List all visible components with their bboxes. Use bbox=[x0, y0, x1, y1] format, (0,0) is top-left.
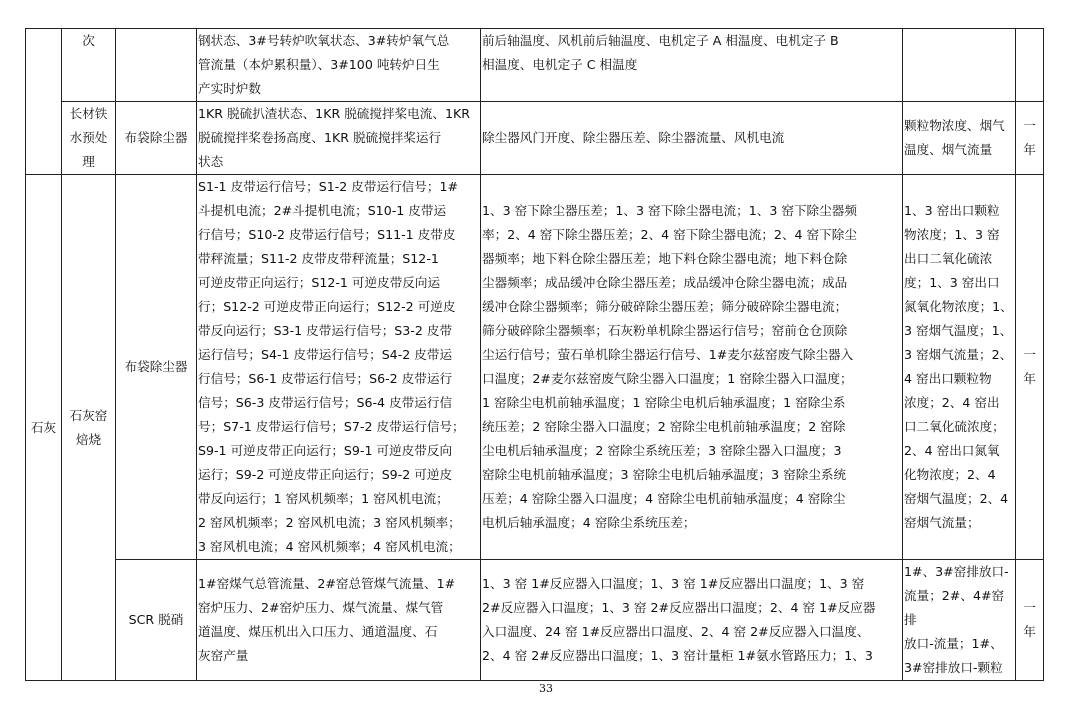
retention-cell: 一年 bbox=[1016, 560, 1044, 681]
retention-cell bbox=[1016, 29, 1044, 102]
table-row bbox=[26, 560, 1044, 681]
table-row bbox=[26, 29, 1044, 102]
signals-cell: S1-1 皮带运行信号；S1-2 皮带运行信号；1# 斗提机电流；2#斗提机电流；S10-1 皮带运 行信号；S10-2 皮带运行信号；S11-1 皮带皮 带秤流量；S11-2 皮带皮带秤流量；S12-1 可逆皮带正向运行；S12-1 可逆皮带反向运 行；S12-2 可逆皮带正向运行；S12-2 可逆皮 带反向运行；S3-1 皮带运行信号；S3-2 皮带 运行信号；S4-1 皮带运行信号；S4-2 皮带运 行信号；S6-1 皮带运行信号；S6-2 皮带运行 信号；S6-3 皮带运行信号；S6-4 皮带运行信 号；S7-1 皮带运行信号；S7-2 皮带运行信号； S9-1 可逆皮带正向运行；S9-1 可逆皮带反向 运行；S9-2 可逆皮带正向运行；S9-2 可逆皮 带反向运行；1 窑风机频率；1 窑风机电流； 2 窑风机频率；2 窑风机电流；3 窑风机频率； 3 窑风机电流；4 窑风机频率；4 窑风机电流； bbox=[197, 175, 481, 560]
signals-cell: 1KR 脱硫扒渣状态、1KR 脱硫搅拌桨电流、1KR 脱硫搅拌桨卷扬高度、1KR 脱硫搅拌桨运行 状态 bbox=[197, 102, 481, 175]
facility-cell bbox=[116, 29, 197, 102]
table-row bbox=[26, 102, 1044, 175]
facility-cell: 布袋除尘器 bbox=[116, 175, 197, 560]
monitoring-table bbox=[25, 28, 1044, 681]
process-cell: 石灰窑 焙烧 bbox=[62, 175, 116, 681]
retention-cell: 一年 bbox=[1016, 175, 1044, 560]
industry-cell bbox=[26, 29, 62, 175]
signals-cell: 钢状态、3#号转炉吹氧状态、3#转炉氧气总 管流量（本炉累积量）、3#100 吨转炉日生 产实时炉数 bbox=[197, 29, 481, 102]
params-cell: 除尘器风门开度、除尘器压差、除尘器流量、风机电流 bbox=[481, 102, 903, 175]
emission-cell: 1、3 窑出口颗粒 物浓度；1、3 窑 出口二氧化硫浓 度；1、3 窑出口 氮氧化物浓度；1、 3 窑烟气温度；1、 3 窑烟气流量；2、 4 窑出口颗粒物 浓度；2、4 窑出 口二氧化硫浓度； 2、4 窑出口氮氧 化物浓度；2、4 窑烟气温度；2、4 窑烟气流量； bbox=[903, 175, 1016, 560]
process-cell: 次 bbox=[62, 29, 116, 102]
page-number: 33 bbox=[539, 682, 553, 695]
table-row bbox=[26, 175, 1044, 560]
params-cell: 1、3 窑下除尘器压差；1、3 窑下除尘器电流；1、3 窑下除尘器频 率；2、4 窑下除尘器压差；2、4 窑下除尘器电流；2、4 窑下除尘 器频率；地下料仓除尘器压差；地下料仓除尘器电流；地下料仓除 尘器频率；成品缓冲仓除尘器压差；成品缓冲仓除尘器电流；成品 缓冲仓除尘器频率；筛分破碎除尘器压差；筛分破碎除尘器电流； 筛分破碎除尘器频率；石灰粉单机除尘器运行信号；窑前仓仓顶除 尘运行信号；萤石单机除尘器运行信号、1#麦尔兹窑废气除尘器入 口温度；2#麦尔兹窑废气除尘器入口温度；1 窑除尘器入口温度； 1 窑除尘电机前轴承温度；1 窑除尘电机后轴承温度；1 窑除尘系 统压差；2 窑除尘器入口温度；2 窑除尘电机前轴承温度；2 窑除 尘电机后轴承温度；2 窑除尘系统压差；3 窑除尘器入口温度；3 窑除尘电机前轴承温度；3 窑除尘电机后轴承温度；3 窑除尘系统 压差；4 窑除尘器入口温度；4 窑除尘电机前轴承温度；4 窑除尘 电机后轴承温度；4 窑除尘系统压差； bbox=[481, 175, 903, 560]
facility-cell: SCR 脱硝 bbox=[116, 560, 197, 681]
signals-cell: 1#窑煤气总管流量、2#窑总管煤气流量、1# 窑炉压力、2#窑炉压力、煤气流量、煤气管 道温度、煤压机出入口压力、通道温度、石 灰窑产量 bbox=[197, 560, 481, 681]
emission-cell: 颗粒物浓度、烟气 温度、烟气流量 bbox=[903, 102, 1016, 175]
params-cell: 前后轴温度、风机前后轴温度、电机定子 A 相温度、电机定子 B 相温度、电机定子 C 相温度 bbox=[481, 29, 903, 102]
params-cell: 1、3 窑 1#反应器入口温度；1、3 窑 1#反应器出口温度；1、3 窑 2#反应器入口温度；1、3 窑 2#反应器出口温度；2、4 窑 1#反应器 入口温度、24 窑 1#反应器出口温度、2、4 窑 2#反应器入口温度、 2、4 窑 2#反应器出口温度；1、3 窑计量柜 1#氨水管路压力；1、3 bbox=[481, 560, 903, 681]
facility-cell: 布袋除尘器 bbox=[116, 102, 197, 175]
industry-cell: 石灰 bbox=[26, 175, 62, 681]
emission-cell bbox=[903, 29, 1016, 102]
process-cell: 长材铁 水预处 理 bbox=[62, 102, 116, 175]
emission-cell: 1#、3#窑排放口- 流量；2#、4#窑排 放口-流量；1#、 3#窑排放口-颗粒 bbox=[903, 560, 1016, 681]
retention-cell: 一年 bbox=[1016, 102, 1044, 175]
